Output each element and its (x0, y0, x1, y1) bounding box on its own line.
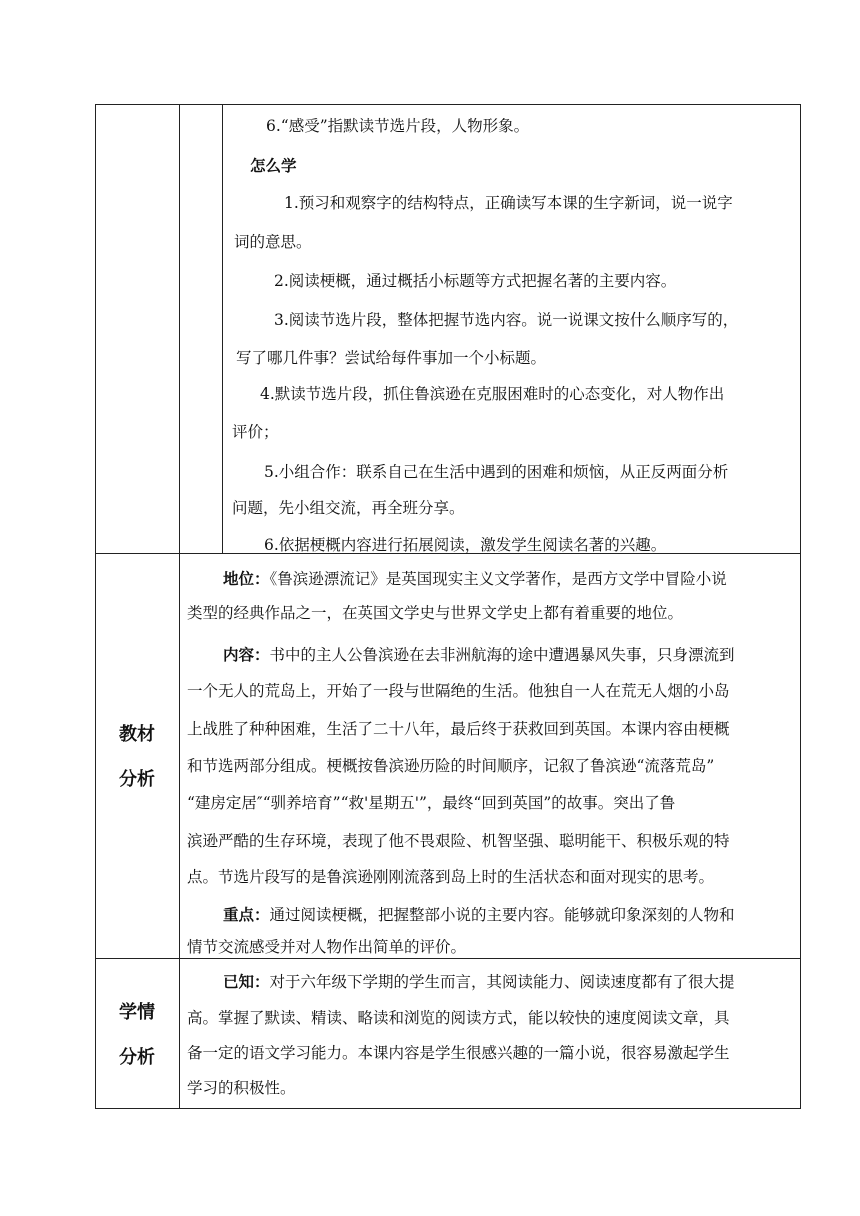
content-line-2: 一个无人的荒岛上，开始了一段与世隔绝的生活。他独自一人在荒无人烟的小岛 (187, 682, 730, 700)
content-line-6: 滨逊严酷的生存环境，表现了他不畏艰险、机智坚强、聪明能干、积极乐观的特 (187, 832, 730, 850)
content-line-1: 书中的主人公鲁滨逊在去非洲航海的途中遭遇暴风失事，只身漂流到 (269, 646, 735, 664)
step-1-line-2: 词的意思。 (234, 233, 312, 251)
key-line-2: 情节交流感受并对人物作出简单的评价。 (187, 938, 467, 956)
key-line-1: 通过阅读梗概，把握整部小说的主要内容。能够就印象深刻的人物和 (269, 906, 735, 924)
how-to-learn-title: 怎么学 (250, 157, 297, 175)
position-label: 地位： (223, 570, 270, 588)
textbook-analysis-cell (187, 563, 797, 955)
label-line-1: 学情 (119, 1002, 155, 1023)
step-3-line-1: 3.阅读节选片段，整体把握节选内容。说一说课文按什么顺序写的， (274, 311, 739, 329)
step-5-line-1: 5.小组合作：联系自己在生活中遇到的困难和烦恼，从正反两面分析 (264, 463, 729, 481)
label-line-1: 教材 (119, 724, 155, 745)
label-line-2: 分析 (119, 1047, 155, 1068)
content-line-7: 点。节选片段写的是鲁滨逊刚刚流落到岛上时的生活状态和面对现实的思考。 (187, 868, 715, 886)
known-label: 已知： (223, 973, 270, 991)
item-6-feel: 6.“感受”指默读节选片段，人物形象。 (266, 117, 530, 135)
known-line-4: 学习的积极性。 (187, 1079, 296, 1097)
student-analysis-label (95, 996, 179, 1074)
student-analysis-cell (187, 966, 797, 1106)
position-line-2: 类型的经典作品之一，在英国文学史与世界文学史上都有着重要的地位。 (187, 604, 684, 622)
known-line-3: 备一定的语文学习能力。本课内容是学生很感兴趣的一篇小说，很容易激起学生 (187, 1044, 730, 1062)
table-border-top (95, 104, 801, 105)
content-line-5: “建房定居″“驯养培育”“救'星期五'”，最终“回到英国”的故事。突出了鲁 (187, 794, 676, 812)
content-label: 内容： (223, 646, 270, 664)
known-line-2: 高。掌握了默读、精读、略读和浏览的阅读方式，能以较快的速度阅读文章，具 (187, 1009, 730, 1027)
inner-column-divider (222, 104, 223, 553)
content-line-4: 和节选两部分组成。梗概按鲁滨逊历险的时间顺序，记叙了鲁滨逊“流落荒岛” (187, 757, 715, 775)
step-3-line-2: 写了哪几件事？尝试给每件事加一个小标题。 (236, 349, 547, 367)
position-para-line-1 (223, 563, 727, 596)
content-para-line-1 (223, 639, 735, 672)
step-2: 2.阅读梗概，通过概括小标题等方式把握名著的主要内容。 (274, 272, 677, 290)
learning-methods-cell (226, 110, 798, 554)
step-5-line-2: 问题，先小组交流，再全班分享。 (232, 499, 465, 517)
key-para-line-1 (223, 899, 735, 932)
table-border-bottom (95, 1108, 801, 1109)
label-line-2: 分析 (119, 769, 155, 790)
step-1-line-1: 1.预习和观察字的结构特点，正确读写本课的生字新词，说一说字 (284, 194, 733, 212)
known-line-1: 对于六年级下学期的学生而言，其阅读能力、阅读速度都有了很大提 (269, 973, 735, 991)
known-para-line-1 (223, 966, 735, 999)
step-4-line-1: 4.默读节选片段，抓住鲁滨逊在克服困难时的心态变化，对人物作出 (260, 385, 725, 403)
content-line-3: 上战胜了种种困难，生活了二十八年，最后终于获救回到英国。本课内容由梗概 (187, 720, 730, 738)
step-6: 6.依据梗概内容进行拓展阅读，激发学生阅读名著的兴趣。 (264, 536, 667, 554)
key-label: 重点： (223, 906, 270, 924)
textbook-analysis-label (95, 718, 179, 796)
step-4-line-2: 评价； (232, 423, 279, 441)
position-line-1: 《鲁滨逊漂流记》是英国现实主义文学著作，是西方文学中冒险小说 (269, 570, 727, 588)
